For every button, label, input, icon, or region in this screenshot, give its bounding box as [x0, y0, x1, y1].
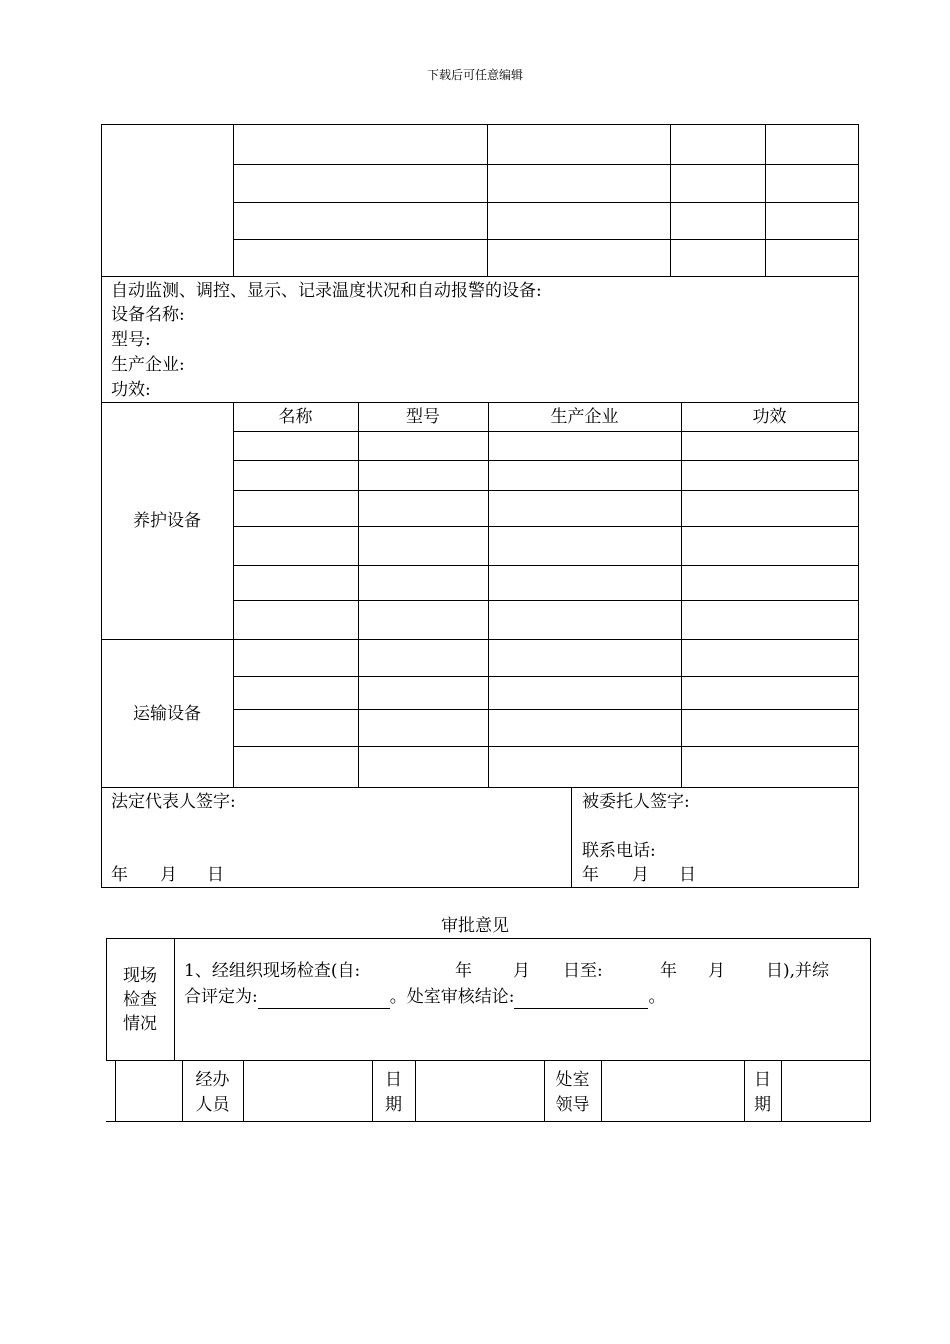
inspection-day-to: 日至: — [563, 961, 603, 981]
col-manufacturer-header: 生产企业 — [550, 407, 619, 427]
inspection-month-from: 月 — [513, 961, 530, 981]
conclusion-end: 。 — [648, 987, 666, 1007]
device-name-field: 设备名称: — [111, 305, 185, 325]
date1-input[interactable] — [416, 1062, 543, 1120]
contact-phone-label: 联系电话: — [582, 841, 656, 861]
col-model-header: 型号 — [406, 407, 440, 427]
date2-label-line1: 日 — [754, 1070, 771, 1090]
trustee-signature-label: 被委托人签字: — [582, 792, 690, 812]
leader-label-line2: 领导 — [555, 1095, 590, 1115]
manufacturer-field: 生产企业: — [111, 355, 185, 375]
trustee-day: 日 — [679, 865, 696, 885]
inspection-year-to: 年 — [660, 961, 677, 981]
col-function-header: 功效 — [752, 407, 787, 427]
leader-input[interactable] — [602, 1062, 743, 1120]
legal-rep-year: 年 — [111, 865, 128, 885]
handler-label-line2: 人员 — [195, 1095, 230, 1115]
col-name-header: 名称 — [278, 407, 313, 427]
header-note: 下载后可任意编辑 — [426, 68, 523, 82]
site-label-line3: 情况 — [123, 1014, 157, 1034]
evaluation-blank[interactable] — [258, 988, 390, 1009]
auto-monitor-title: 自动监测、调控、显示、记录温度状况和自动报警的设备: — [111, 281, 542, 301]
legal-rep-month: 月 — [160, 865, 177, 885]
date2-input[interactable] — [782, 1062, 869, 1120]
leader-label-line1: 处室 — [555, 1070, 590, 1090]
transport-equipment-label: 运输设备 — [133, 704, 201, 724]
trustee-year: 年 — [582, 865, 599, 885]
date2-label-line2: 期 — [754, 1095, 771, 1115]
model-field: 型号: — [111, 330, 151, 350]
evaluation-prefix: 合评定为: — [184, 987, 258, 1007]
trustee-month: 月 — [632, 865, 649, 885]
legal-rep-day: 日 — [207, 865, 224, 885]
approval-title: 审批意见 — [441, 916, 509, 936]
handler-label-line1: 经办 — [195, 1070, 230, 1090]
conclusion-label: 。处室审核结论: — [389, 987, 515, 1007]
inspection-year-from: 年 — [455, 961, 472, 981]
conclusion-blank[interactable] — [514, 988, 648, 1009]
legal-rep-signature-label: 法定代表人签字: — [111, 792, 236, 812]
site-label-line2: 检查 — [123, 990, 157, 1010]
function-field: 功效: — [111, 380, 151, 400]
handler-input[interactable] — [244, 1062, 371, 1120]
maintenance-equipment-label: 养护设备 — [133, 511, 201, 531]
inspection-month-to: 月 — [708, 961, 725, 981]
date1-label-line1: 日 — [385, 1070, 402, 1090]
site-label-line1: 现场 — [123, 966, 157, 986]
inspection-day-end: 日),并综 — [766, 961, 830, 981]
date1-label-line2: 期 — [385, 1095, 402, 1115]
inspection-prefix: 1、经组织现场检查(自: — [184, 961, 361, 981]
evaluation-line — [184, 985, 665, 1009]
